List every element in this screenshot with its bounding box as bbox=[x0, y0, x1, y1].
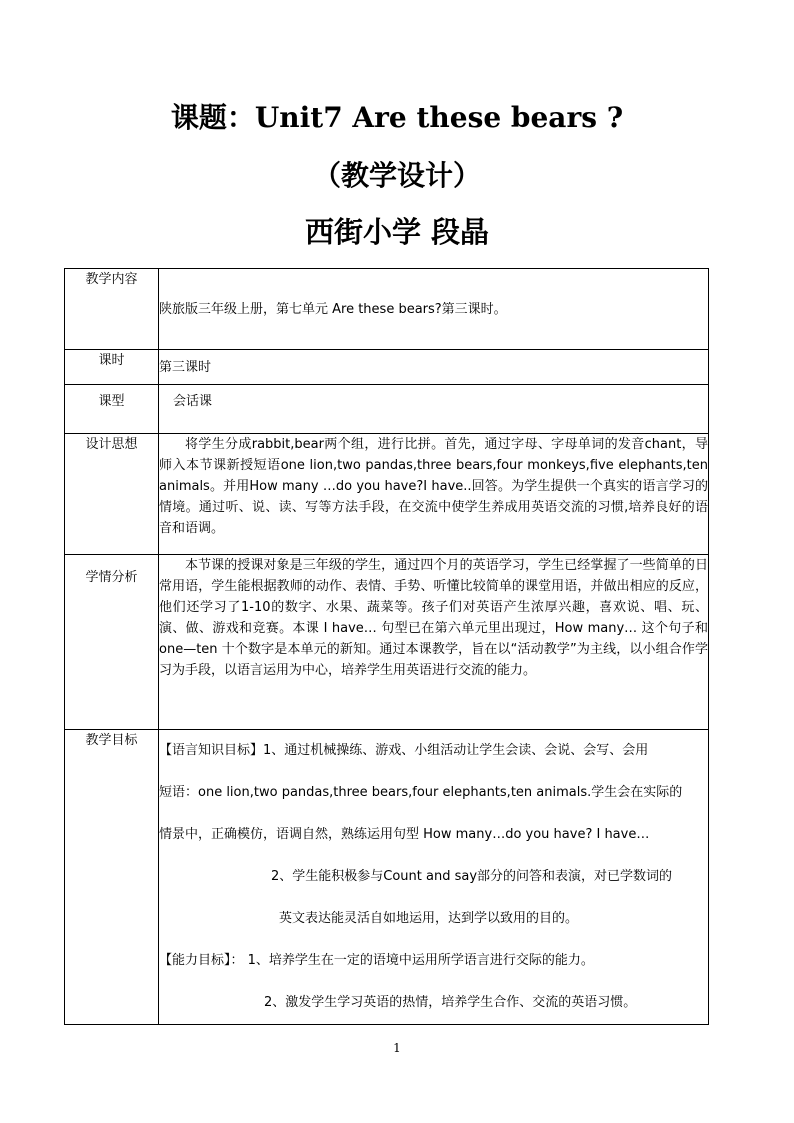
row-label-type: 课型 bbox=[65, 385, 159, 434]
row-text-goals bbox=[159, 730, 709, 1025]
goal-line: 2、学生能积极参与Count and say部分的问答和表演，对已学数词的 bbox=[271, 869, 673, 884]
table-row-lesson bbox=[65, 350, 709, 385]
row-label-content: 教学内容 bbox=[65, 269, 159, 350]
design-paragraph: 将学生分成rabbit,bear两个组，进行比拼。首先，通过字母、字母单词的发音chant，导师入本节课新授短语one lion,two pandas,three bears,four monkeys,five elephants,ten animals。并用How many …do you have?I have..回答。为学生提供一个真实的语言学习的情境。通过听、说、读、写等方法手段，在交流中使学生养成用英语交流的习惯,培养良好的语音和语调。 bbox=[159, 437, 708, 536]
document-title: 课题：Unit7 Are these bears ? bbox=[170, 101, 624, 134]
goal-line: 英文表达能灵活自如地运用，达到学以致用的目的。 bbox=[279, 911, 579, 926]
row-text-analysis bbox=[159, 555, 709, 730]
lesson-plan-table bbox=[64, 268, 709, 1025]
row-label-design: 设计思想 bbox=[65, 434, 159, 555]
row-text-lesson: 第三课时 bbox=[159, 350, 709, 385]
goal-line: 情景中，正确模仿，语调自然，熟练运用句型 How many…do you have? I have… bbox=[159, 827, 650, 842]
row-text-content: 陕旅版三年级上册，第七单元 Are these bears?第三课时。 bbox=[159, 269, 709, 350]
row-text-type: 会话课 bbox=[159, 385, 709, 434]
page-number: 1 bbox=[393, 1041, 401, 1055]
goal-line: 【能力目标】： 1、培养学生在一定的语境中运用所学语言进行交际的能力。 bbox=[159, 953, 594, 968]
document-subtitle: （教学设计） bbox=[312, 159, 481, 192]
row-text-design bbox=[159, 434, 709, 555]
row-label-analysis: 学情分析 bbox=[65, 555, 159, 730]
goal-line: 【语言知识目标】1、通过机械操练、游戏、小组活动让学生会读、会说、会写、会用 bbox=[159, 743, 649, 758]
table-row-type bbox=[65, 385, 709, 434]
table-row-analysis bbox=[65, 555, 709, 730]
row-label-goals: 教学目标 bbox=[65, 730, 159, 1025]
table-row-design bbox=[65, 434, 709, 555]
table-row-goals bbox=[65, 730, 709, 1025]
table-row-content bbox=[65, 269, 709, 350]
row-label-lesson: 课时 bbox=[65, 350, 159, 385]
goal-line: 短语：one lion,two pandas,three bears,four elephants,ten animals.学生会在实际的 bbox=[159, 785, 683, 800]
analysis-paragraph: 本节课的授课对象是三年级的学生，通过四个月的英语学习，学生已经掌握了一些简单的日常用语，学生能根据教师的动作、表情、手势、听懂比较简单的课堂用语，并做出相应的反应，他们还学习了1-10的数字、水果、蔬菜等。孩子们对英语产生浓厚兴趣，喜欢说、唱、玩、演、做、游戏和竞赛。本课 I have… 句型已在第六单元里出现过，How many… 这个句子和 one—ten 十个数字是本单元的新知。通过本课教学，旨在以“活动教学”为主线，以小组合作学习为手段，以语言运用为中心，培养学生用英语进行交流的能力。 bbox=[159, 558, 708, 678]
author-line: 西街小学 段晶 bbox=[304, 215, 490, 249]
goal-line: 2、激发学生学习英语的热情，培养学生合作、交流的英语习惯。 bbox=[264, 995, 637, 1010]
